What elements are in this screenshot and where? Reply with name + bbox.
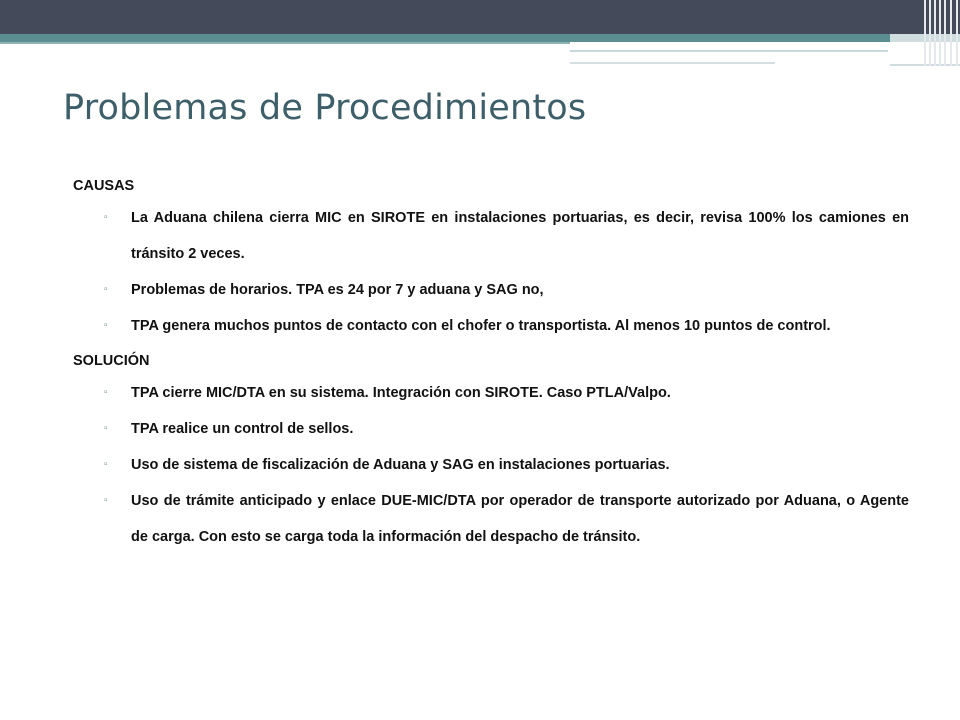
list-item: ▫ Problemas de horarios. TPA es 24 por 7 y aduana y SAG no, xyxy=(131,272,909,308)
bullet-icon: ▫ xyxy=(104,284,108,295)
list-item: ▫ TPA realice un control de sellos. xyxy=(131,411,909,447)
header-right-line xyxy=(570,62,775,64)
list-item: ▫ TPA genera muchos puntos de contacto con el chofer o transportista. Al menos 10 puntos de control. xyxy=(131,308,909,344)
section-heading-causas: CAUSAS xyxy=(73,178,135,194)
bullet-icon: ▫ xyxy=(104,387,108,398)
header-teal-strip xyxy=(0,34,960,42)
bullet-icon: ▫ xyxy=(104,459,108,470)
header-dark-bar xyxy=(0,0,960,34)
header-right-block xyxy=(570,42,960,64)
bullet-icon: ▫ xyxy=(104,320,108,331)
list-item: ▫ Uso de trámite anticipado y enlace DUE-MIC/DTA por operador de transporte autorizado por Aduana, o Agente de carga. Con esto se carga toda la información del despacho de tránsito. xyxy=(131,483,909,555)
slide-title: Problemas de Procedimientos xyxy=(63,88,587,128)
list-item: ▫ TPA cierre MIC/DTA en su sistema. Integración con SIROTE. Caso PTLA/Valpo. xyxy=(131,375,909,411)
section-heading-solucion: SOLUCIÓN xyxy=(73,353,150,369)
solucion-list xyxy=(73,375,909,555)
bullet-icon: ▫ xyxy=(104,495,108,506)
header-thin-line xyxy=(0,42,570,44)
bullet-icon: ▫ xyxy=(104,423,108,434)
header-vertical-stripes xyxy=(920,0,960,66)
causas-list xyxy=(73,200,909,344)
header-right-line xyxy=(570,50,888,52)
list-item: ▫ Uso de sistema de fiscalización de Aduana y SAG en instalaciones portuarias. xyxy=(131,447,909,483)
list-item: ▫ La Aduana chilena cierra MIC en SIROTE en instalaciones portuarias, es decir, revisa 100% los camiones en tránsito 2 veces. xyxy=(131,200,909,272)
bullet-icon: ▫ xyxy=(104,212,108,223)
slide-content xyxy=(73,172,909,555)
